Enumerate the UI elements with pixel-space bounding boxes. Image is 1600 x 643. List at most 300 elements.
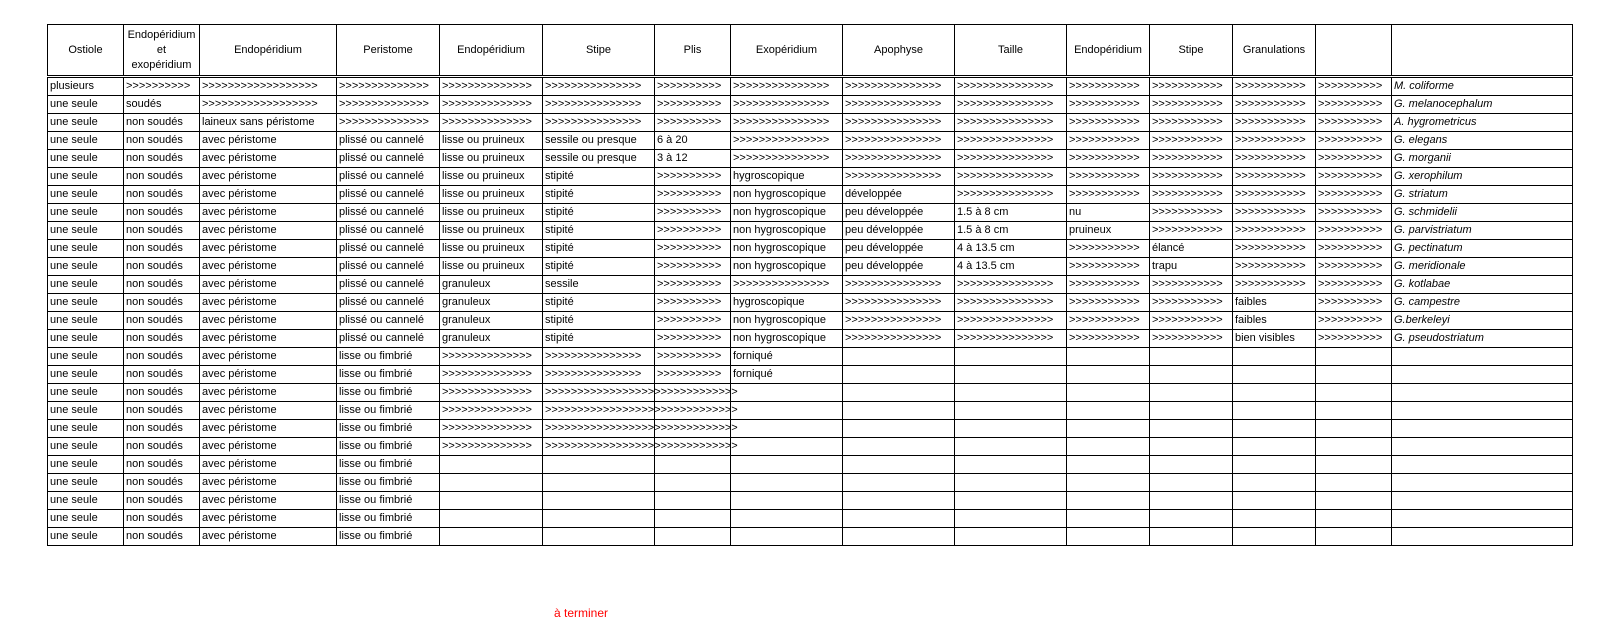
table-cell: >>>>>>>>>> [1316, 204, 1392, 222]
table-cell: >>>>>>>>>>>>>>> [955, 330, 1067, 348]
species-cell [1392, 366, 1573, 384]
species-cell: G. elegans [1392, 132, 1573, 150]
table-cell: >>>>>>>>>>>>>>> [843, 150, 955, 168]
table-cell: une seule [48, 240, 124, 258]
table-row [48, 438, 1573, 456]
table-cell: granuleux [440, 276, 543, 294]
table-cell: plissé ou cannelé [337, 258, 440, 276]
table-cell [1233, 420, 1316, 438]
table-cell: >>>>>>>>>> [1316, 276, 1392, 294]
table-cell: >>>>>>>>>>>>>>> [955, 276, 1067, 294]
table-cell [731, 492, 843, 510]
table-cell: lisse ou fimbrié [337, 384, 440, 402]
column-header: Taille [955, 25, 1067, 77]
table-cell [543, 510, 655, 528]
table-cell [731, 402, 843, 420]
table-cell: >>>>>>>>>> [655, 96, 731, 114]
table-cell [1316, 456, 1392, 474]
table-cell: avec péristome [200, 276, 337, 294]
table-cell: >>>>>>>>>>>>>> [337, 114, 440, 132]
table-cell: une seule [48, 168, 124, 186]
table-cell: une seule [48, 96, 124, 114]
table-cell [655, 510, 731, 528]
table-row [48, 168, 1573, 186]
table-row [48, 510, 1573, 528]
table-cell [955, 420, 1067, 438]
table-cell: >>>>>>>>>>> [1067, 96, 1150, 114]
table-cell: stipité [543, 312, 655, 330]
table-cell: avec péristome [200, 330, 337, 348]
species-cell [1392, 438, 1573, 456]
table-cell: granuleux [440, 330, 543, 348]
table-cell: sessile [543, 276, 655, 294]
table-cell: >>>>>>>>>>> [1150, 330, 1233, 348]
table-cell: non soudés [124, 366, 200, 384]
table-cell: plusieurs [48, 77, 124, 96]
table-cell [1233, 438, 1316, 456]
table-cell [731, 384, 843, 402]
table-cell: >>>>>>>>>>> [1150, 150, 1233, 168]
table-cell: >>>>>>>>>>> [1150, 204, 1233, 222]
table-cell: non hygroscopique [731, 204, 843, 222]
table-cell: non soudés [124, 150, 200, 168]
table-row [48, 528, 1573, 546]
table-cell: non soudés [124, 240, 200, 258]
table-cell: plissé ou cannelé [337, 276, 440, 294]
table-cell: >>>>>>>>>>>>>>> [955, 114, 1067, 132]
table-cell [1150, 528, 1233, 546]
table-cell [843, 420, 955, 438]
table-cell: avec péristome [200, 420, 337, 438]
column-header: Endopéridium et exopéridium [124, 25, 200, 77]
table-cell: >>>>>>>>>>>>>>> [955, 150, 1067, 168]
table-cell: faibles [1233, 312, 1316, 330]
table-cell: >>>>>>>>>> [655, 186, 731, 204]
table-cell: >>>>>>>>>> [655, 366, 731, 384]
column-header [1392, 25, 1573, 77]
table-cell: >>>>>>>>>>>>>> [440, 384, 543, 402]
table-cell: >>>>>>>>>>> [1233, 204, 1316, 222]
table-cell [1067, 420, 1150, 438]
table-cell: avec péristome [200, 528, 337, 546]
table-cell: non soudés [124, 276, 200, 294]
table-cell: faibles [1233, 294, 1316, 312]
column-header: Plis [655, 25, 731, 77]
table-cell [440, 474, 543, 492]
table-cell: lisse ou fimbrié [337, 402, 440, 420]
species-cell: G.berkeleyi [1392, 312, 1573, 330]
table-cell [1067, 402, 1150, 420]
table-cell [1233, 348, 1316, 366]
column-header: Stipe [543, 25, 655, 77]
table-cell: non soudés [124, 348, 200, 366]
table-cell: non soudés [124, 492, 200, 510]
table-cell: plissé ou cannelé [337, 240, 440, 258]
table-cell [843, 366, 955, 384]
table-cell [1150, 438, 1233, 456]
table-cell: >>>>>>>>>>> [1233, 222, 1316, 240]
table-cell: >>>>>>>>>>> [1067, 186, 1150, 204]
table-row [48, 294, 1573, 312]
table-cell [731, 438, 843, 456]
table-cell: >>>>>>>>>>> [1233, 114, 1316, 132]
table-cell: granuleux [440, 294, 543, 312]
table-cell: >>>>>>>>>>> [1067, 330, 1150, 348]
table-row [48, 186, 1573, 204]
table-cell [655, 492, 731, 510]
table-cell [731, 420, 843, 438]
table-cell [440, 456, 543, 474]
column-header: Exopéridium [731, 25, 843, 77]
table-cell: peu développée [843, 222, 955, 240]
table-cell: >>>>>>>>>>>>>> [440, 438, 543, 456]
table-cell: >>>>>>>>>>>>>>> [843, 114, 955, 132]
table-cell: >>>>>>>>>>>>>> [440, 366, 543, 384]
table-cell [655, 456, 731, 474]
species-cell: G. morganii [1392, 150, 1573, 168]
table-cell: lisse ou fimbrié [337, 420, 440, 438]
table-cell: >>>>>>>>>>>>>>> [843, 276, 955, 294]
table-cell [955, 474, 1067, 492]
table-cell: lisse ou pruineux [440, 132, 543, 150]
column-header: Granulations [1233, 25, 1316, 77]
table-cell: >>>>>>>>>>> [1150, 114, 1233, 132]
table-cell [843, 510, 955, 528]
table-cell [955, 528, 1067, 546]
table-cell: une seule [48, 348, 124, 366]
table-cell: lisse ou fimbrié [337, 438, 440, 456]
species-cell [1392, 348, 1573, 366]
table-cell: >>>>>>>>>>> [1150, 77, 1233, 96]
table-cell: une seule [48, 204, 124, 222]
table-cell: lisse ou pruineux [440, 222, 543, 240]
table-cell: >>>>>>>>>>> [1233, 132, 1316, 150]
table-cell: stipité [543, 222, 655, 240]
table-cell: >>>>>>>>>>> [1233, 168, 1316, 186]
table-cell: >>>>>>>>>>>>>> [440, 77, 543, 96]
species-cell [1392, 510, 1573, 528]
table-cell: pruineux [1067, 222, 1150, 240]
table-cell: lisse ou pruineux [440, 150, 543, 168]
table-cell: >>>>>>>>>>> [1067, 150, 1150, 168]
table-cell: non soudés [124, 294, 200, 312]
table-cell: non soudés [124, 186, 200, 204]
table-cell: plissé ou cannelé [337, 294, 440, 312]
species-cell: A. hygrometricus [1392, 114, 1573, 132]
table-row [48, 150, 1573, 168]
table-cell: >>>>>>>>>>>>>>> [843, 312, 955, 330]
table-cell: >>>>>>>>>>>>>>> [731, 276, 843, 294]
table-cell: avec péristome [200, 186, 337, 204]
table-cell: non soudés [124, 456, 200, 474]
table-cell [843, 492, 955, 510]
species-cell [1392, 492, 1573, 510]
table-cell [1150, 384, 1233, 402]
table-cell: non soudés [124, 204, 200, 222]
table-cell: >>>>>>>>>>> [1233, 96, 1316, 114]
table-cell [955, 366, 1067, 384]
table-cell [1316, 420, 1392, 438]
table-cell [543, 528, 655, 546]
table-cell: >>>>>>>>>>> [1233, 240, 1316, 258]
table-cell: avec péristome [200, 312, 337, 330]
table-cell: bien visibles [1233, 330, 1316, 348]
table-cell: >>>>>>>>>> [655, 348, 731, 366]
table-cell: >>>>>>>>>> [655, 294, 731, 312]
table-cell: >>>>>>>>>> [124, 77, 200, 96]
table-cell: lisse ou pruineux [440, 240, 543, 258]
species-cell [1392, 402, 1573, 420]
table-cell: non soudés [124, 528, 200, 546]
table-cell: une seule [48, 528, 124, 546]
table-cell: non hygroscopique [731, 222, 843, 240]
table-cell: une seule [48, 258, 124, 276]
table-cell: non hygroscopique [731, 186, 843, 204]
table-row [48, 420, 1573, 438]
table-cell: >>>>>>>>>>> [1150, 312, 1233, 330]
table-cell: une seule [48, 132, 124, 150]
table-cell [1067, 348, 1150, 366]
table-cell: >>>>>>>>>>>>>>>>>> [200, 77, 337, 96]
species-cell: G. pseudostriatum [1392, 330, 1573, 348]
table-cell: non soudés [124, 114, 200, 132]
table-cell: avec péristome [200, 384, 337, 402]
table-cell: une seule [48, 456, 124, 474]
column-header: Apophyse [843, 25, 955, 77]
table-cell: sessile ou presque [543, 150, 655, 168]
table-cell: >>>>>>>>>> [655, 276, 731, 294]
table-cell: avec péristome [200, 348, 337, 366]
table-cell: lisse ou fimbrié [337, 528, 440, 546]
table-cell: plissé ou cannelé [337, 312, 440, 330]
table-cell: non soudés [124, 258, 200, 276]
table-cell [955, 384, 1067, 402]
table-cell: non soudés [124, 168, 200, 186]
table-cell [655, 474, 731, 492]
table-cell [1233, 492, 1316, 510]
table-cell: >>>>>>>>>>>>>>> [843, 132, 955, 150]
table-cell: hygroscopique [731, 168, 843, 186]
table-cell: stipité [543, 294, 655, 312]
table-cell [1150, 366, 1233, 384]
table-cell [1067, 456, 1150, 474]
table-cell: >>>>>>>>>>> [1233, 186, 1316, 204]
table-cell: peu développée [843, 258, 955, 276]
table-cell [1067, 366, 1150, 384]
table-cell [655, 528, 731, 546]
table-cell: granuleux [440, 312, 543, 330]
table-cell: avec péristome [200, 366, 337, 384]
table-cell: une seule [48, 222, 124, 240]
species-cell: G. pectinatum [1392, 240, 1573, 258]
table-cell: >>>>>>>>>>> [1150, 186, 1233, 204]
table-cell: >>>>>>>>>> [655, 258, 731, 276]
species-cell: G. xerophilum [1392, 168, 1573, 186]
table-cell [843, 456, 955, 474]
table-cell: 4 à 13.5 cm [955, 240, 1067, 258]
table-cell [1233, 456, 1316, 474]
table-cell: 4 à 13.5 cm [955, 258, 1067, 276]
table-cell: avec péristome [200, 474, 337, 492]
table-cell: >>>>>>>>>>>>>>> [955, 186, 1067, 204]
table-cell: non soudés [124, 420, 200, 438]
table-cell: nu [1067, 204, 1150, 222]
table-cell: lisse ou pruineux [440, 258, 543, 276]
species-cell [1392, 420, 1573, 438]
table-cell [1316, 528, 1392, 546]
table-cell: >>>>>>>>>> [655, 330, 731, 348]
table-cell: non soudés [124, 474, 200, 492]
table-cell [1150, 456, 1233, 474]
table-cell: non soudés [124, 402, 200, 420]
table-cell: >>>>>>>>>>>>>> [337, 96, 440, 114]
table-cell: forniqué [731, 348, 843, 366]
table-cell [843, 384, 955, 402]
table-cell: >>>>>>>>>>> [1233, 77, 1316, 96]
table-body [48, 77, 1573, 546]
table-cell: >>>>>>>>>>>>>>> [955, 96, 1067, 114]
table-cell: >>>>>>>>>>>>>>> [843, 96, 955, 114]
table-cell: >>>>>>>>>>> [1150, 168, 1233, 186]
species-cell: G. striatum [1392, 186, 1573, 204]
table-cell: >>>>>>>>>>> [1067, 276, 1150, 294]
table-row [48, 366, 1573, 384]
table-cell: une seule [48, 420, 124, 438]
table-cell: stipité [543, 240, 655, 258]
table-cell: >>>>>>>>>> [1316, 240, 1392, 258]
table-cell: >>>>>>>>>>>>>> [440, 348, 543, 366]
table-cell: soudés [124, 96, 200, 114]
table-cell: non soudés [124, 510, 200, 528]
table-cell: lisse ou fimbrié [337, 492, 440, 510]
table-cell: non soudés [124, 312, 200, 330]
table-cell: lisse ou fimbrié [337, 510, 440, 528]
table-cell: >>>>>>>>>>> [1233, 258, 1316, 276]
table-cell: >>>>>>>>>>> [1150, 294, 1233, 312]
table-cell: >>>>>>>>>>>>>>>>>>>>>>>>>>>>>> [543, 384, 655, 402]
table-cell: 6 à 20 [655, 132, 731, 150]
table-cell: avec péristome [200, 258, 337, 276]
table-cell: >>>>>>>>>> [655, 240, 731, 258]
table-cell: développée [843, 186, 955, 204]
table-cell: avec péristome [200, 132, 337, 150]
table-cell: plissé ou cannelé [337, 330, 440, 348]
table-row [48, 384, 1573, 402]
table-cell: lisse ou pruineux [440, 168, 543, 186]
table-cell [1233, 510, 1316, 528]
table-cell: >>>>>>>>>>>>>>> [955, 77, 1067, 96]
table-cell: une seule [48, 186, 124, 204]
table-cell: avec péristome [200, 294, 337, 312]
table-cell: une seule [48, 402, 124, 420]
table-cell: >>>>>>>>>> [1316, 168, 1392, 186]
table-cell: avec péristome [200, 150, 337, 168]
table-cell: avec péristome [200, 510, 337, 528]
table-cell: >>>>>>>>>>>>>>> [955, 168, 1067, 186]
column-header: Ostiole [48, 25, 124, 77]
table-cell: hygroscopique [731, 294, 843, 312]
table-cell [955, 456, 1067, 474]
table-cell [1316, 510, 1392, 528]
table-cell [1067, 474, 1150, 492]
table-row [48, 474, 1573, 492]
table-cell: une seule [48, 438, 124, 456]
table-cell [1316, 366, 1392, 384]
table-cell: avec péristome [200, 240, 337, 258]
table-cell: >>>>>>>>>>>>>> [337, 77, 440, 96]
table-cell: plissé ou cannelé [337, 150, 440, 168]
table-cell [440, 510, 543, 528]
table-cell: >>>>>>>>>>>>>>> [731, 114, 843, 132]
table-cell: non hygroscopique [731, 258, 843, 276]
table-row [48, 402, 1573, 420]
table-cell: >>>>>>>>>> [655, 204, 731, 222]
table-cell: >>>>>>>>>> [1316, 77, 1392, 96]
table-cell: plissé ou cannelé [337, 222, 440, 240]
table-row [48, 114, 1573, 132]
table-cell [843, 402, 955, 420]
table-row [48, 258, 1573, 276]
table-cell: >>>>>>>>>>> [1067, 240, 1150, 258]
table-cell: >>>>>>>>>> [1316, 114, 1392, 132]
table-cell: lisse ou fimbrié [337, 366, 440, 384]
table-cell: >>>>>>>>>> [655, 77, 731, 96]
table-cell: >>>>>>>>>> [1316, 96, 1392, 114]
table-cell [955, 438, 1067, 456]
table-cell: avec péristome [200, 456, 337, 474]
table-cell [1150, 402, 1233, 420]
table-row [48, 330, 1573, 348]
table-cell: peu développée [843, 240, 955, 258]
table-cell: non hygroscopique [731, 312, 843, 330]
table-cell: sessile ou presque [543, 132, 655, 150]
table-cell: >>>>>>>>>>>>>>> [543, 348, 655, 366]
column-header: Endopéridium [200, 25, 337, 77]
table-cell: stipité [543, 168, 655, 186]
table-cell [1233, 366, 1316, 384]
table-cell: une seule [48, 474, 124, 492]
table-cell [1067, 510, 1150, 528]
header-row [48, 25, 1573, 77]
table-cell [1316, 348, 1392, 366]
table-row [48, 240, 1573, 258]
table-cell: 1.5 à 8 cm [955, 204, 1067, 222]
table-cell: 3 à 12 [655, 150, 731, 168]
table-cell: avec péristome [200, 402, 337, 420]
table-cell: non soudés [124, 438, 200, 456]
table-cell: >>>>>>>>>>>>>>> [955, 132, 1067, 150]
table-cell: avec péristome [200, 168, 337, 186]
table-cell: non hygroscopique [731, 330, 843, 348]
table-cell: >>>>>>>>>> [1316, 132, 1392, 150]
table-cell: >>>>>>>>>> [1316, 330, 1392, 348]
table-cell: >>>>>>>>>>> [1067, 294, 1150, 312]
table-cell: trapu [1150, 258, 1233, 276]
table-cell: >>>>>>>>>>> [1150, 132, 1233, 150]
species-cell: G. kotlabae [1392, 276, 1573, 294]
table-cell: >>>>>>>>>> [1316, 312, 1392, 330]
table-cell: une seule [48, 510, 124, 528]
table-cell [1316, 384, 1392, 402]
table-cell: avec péristome [200, 438, 337, 456]
column-header: Endopéridium [440, 25, 543, 77]
table-row [48, 204, 1573, 222]
table-cell: >>>>>>>>>> [1316, 222, 1392, 240]
table-cell: >>>>>>>>>>>>>>> [843, 330, 955, 348]
column-header: Endopéridium [1067, 25, 1150, 77]
table-cell: lisse ou fimbrié [337, 456, 440, 474]
table-cell: lisse ou pruineux [440, 186, 543, 204]
